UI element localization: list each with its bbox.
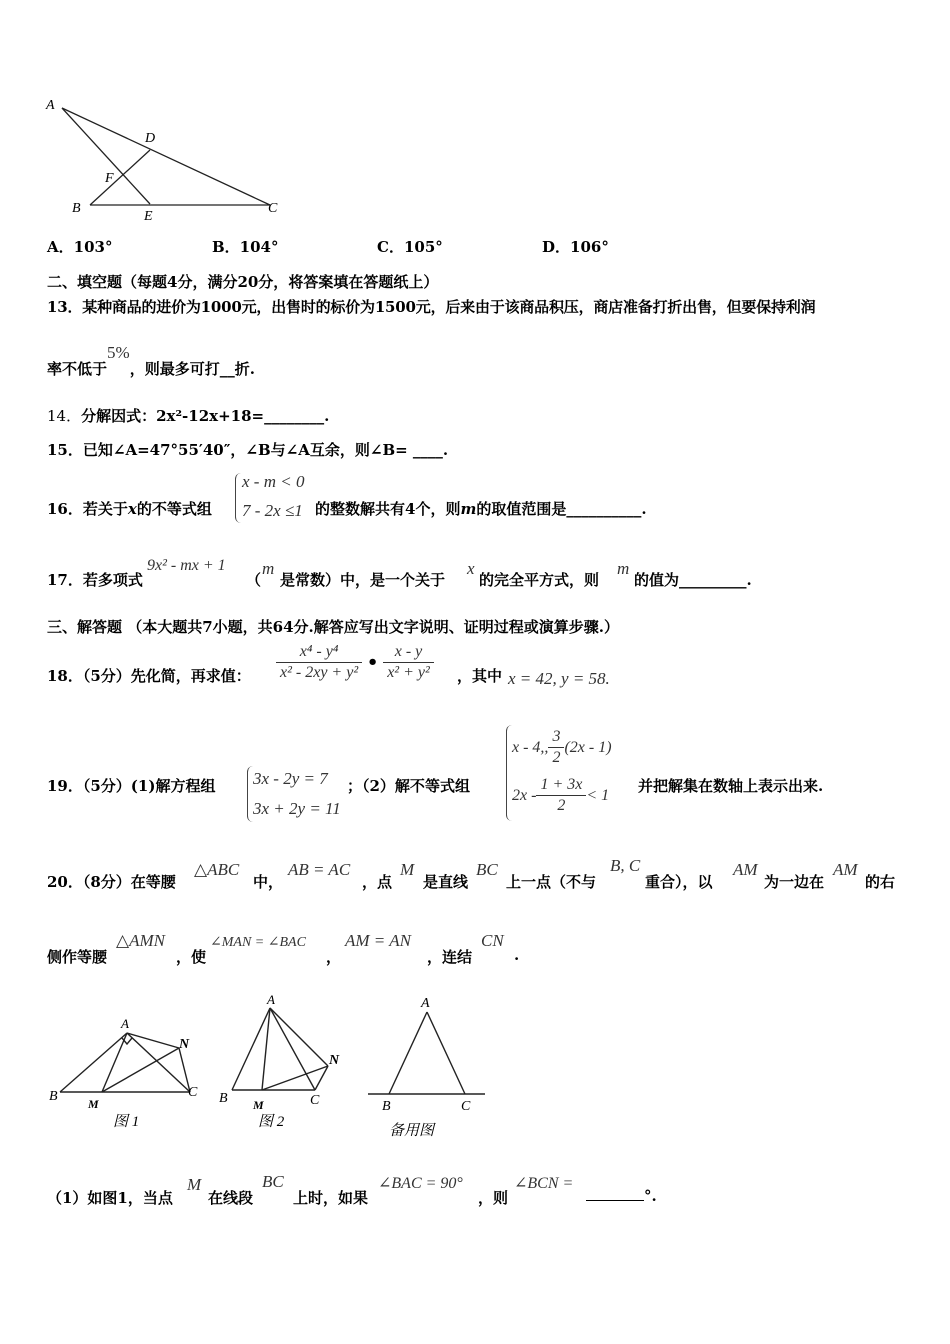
q20-tri2: △AMN (116, 931, 165, 950)
q20-c3: 上一点（不与 (506, 873, 597, 891)
q20-1-mid2: 上时，如果 (293, 1189, 369, 1207)
q20-c9: ，连结 (427, 948, 473, 966)
fig1-caption: 图 1 (113, 1114, 140, 1130)
q15: 15．已知∠A=47°55′40″，∠B与∠A互余，则∠B= ____. (47, 441, 449, 459)
q19-post: 并把解集在数轴上表示出来. (638, 777, 824, 795)
q13-post: ，则最多可打__折. (129, 360, 255, 378)
q18-den2: x² + y² (387, 664, 430, 681)
fig3-caption: 备用图 (389, 1123, 435, 1139)
q19-ineq2-num: 1 + 3x (536, 776, 586, 796)
q20-AM: AM (733, 860, 758, 879)
option-a: A．103° (47, 238, 113, 256)
q20-c2: 是直线 (423, 873, 469, 891)
q17-pre: 17．若多项式 (47, 571, 143, 589)
fig3-label-B: B (382, 1099, 391, 1114)
q19-ineq1-a: x - 4,, (512, 738, 549, 756)
q19-ineq1-den: 2 (552, 749, 561, 766)
fig2-label-A: A (267, 992, 275, 1007)
q20-1-M: M (187, 1175, 202, 1194)
q20-c10: . (514, 946, 520, 964)
q20-1-mid: 在线段 (208, 1189, 254, 1207)
q18-cond-text: x = 42, y = 58 (508, 669, 606, 688)
q20-eq2: AM = AN (345, 931, 411, 950)
q16-var-m: m (460, 500, 477, 518)
triangle-figure-top (40, 92, 290, 227)
label-A: A (46, 98, 55, 113)
q20-c8: ， (326, 948, 342, 966)
q16-pre-text: 16．若关于 (47, 500, 128, 518)
option-b: B．104° (212, 238, 279, 256)
q16-mid: 的不等式组 (136, 500, 212, 518)
q20-BC2: B, C (610, 856, 641, 875)
q18-pre-text: 18．（5分）先化简，再求值： (47, 667, 251, 685)
q20-1-post: °. (644, 1187, 657, 1205)
fig1-label-B: B (49, 1089, 58, 1104)
q20-tri1: △ABC (194, 860, 240, 879)
q14 (47, 405, 329, 426)
q17-m2: m (617, 559, 630, 578)
q16-post1: 的整数解共有4个，则 (315, 500, 461, 518)
q17-x: x (467, 559, 475, 578)
fig2-label-B: B (219, 1091, 228, 1106)
q16-post (315, 498, 647, 519)
q13-percent: 5% (107, 343, 130, 362)
q13-pre: 率不低于 (47, 360, 108, 378)
q18-num2: x - y (383, 643, 434, 663)
label-E: E (144, 209, 153, 224)
option-c: C．105° (377, 238, 443, 256)
q14-num: 14． (47, 407, 82, 425)
q20-1-pre: （1）如图1，当点 (47, 1189, 173, 1207)
q18-dot: • (366, 652, 379, 673)
label-F: F (105, 171, 114, 186)
q20-eq1: AB = AC (288, 860, 351, 879)
fig2-caption: 图 2 (258, 1114, 285, 1130)
q20-1-blank (586, 1187, 657, 1205)
q20-AM2: AM (833, 860, 858, 879)
q20-1-ang: ∠BAC = 90° (378, 1175, 463, 1192)
fig2-label-C: C (310, 1093, 320, 1108)
q20-CN: CN (481, 931, 504, 950)
q20-ang: ∠MAN = ∠BAC (210, 935, 306, 950)
q13-line2 (47, 343, 255, 379)
q19-eq1: 3x - 2y = 7 (253, 769, 328, 788)
q20-1-mid3: ，则 (478, 1189, 509, 1207)
q16-pre (47, 498, 212, 519)
q18-pre (47, 665, 251, 686)
q19-ineq2-a: 2x - (512, 786, 537, 804)
q20-c4: 重合），以 (645, 873, 713, 891)
q18-frac2 (383, 643, 434, 682)
q19-ineq1 (512, 728, 612, 767)
fig1-label-C: C (188, 1085, 198, 1100)
label-B: B (72, 201, 81, 216)
fig1-label-N: N (179, 1037, 190, 1052)
q19-ineq1-frac (548, 728, 564, 767)
q20-1-ang2: ∠BCN = (514, 1175, 574, 1192)
q18-expr (276, 643, 434, 682)
label-C: C (268, 201, 278, 216)
label-D: D (145, 131, 156, 146)
q19-ineq2-den: 2 (557, 797, 566, 814)
answer-blank (586, 1187, 644, 1201)
q17-post: 的值为_________. (634, 571, 752, 589)
section-2-heading: 二、填空题（每题4分，满分20分，将答案填在答题纸上） (47, 273, 439, 291)
fig3-label-C: C (461, 1099, 471, 1114)
q20-z: 中， (253, 873, 284, 891)
q18-den1: x² - 2xy + y² (280, 664, 359, 681)
q18-cond (508, 669, 610, 689)
q18-frac1 (276, 643, 362, 682)
fig2-label-N: N (329, 1053, 340, 1068)
q16-ineq-1: x - m < 0 (242, 472, 305, 491)
q19-ineq2-b: < 1 (586, 786, 610, 804)
q14-text: 分解因式：2x²-12x+18=________. (81, 407, 330, 425)
q16-brace (235, 473, 242, 523)
section-3-heading: 三、解答题 （本大题共7小题，共64分.解答应写出文字说明、证明过程或演算步骤.） (47, 618, 619, 636)
q16-post2: 的取值范围是__________. (476, 500, 647, 518)
q19-ineq2 (512, 776, 609, 815)
q20-line2-pre: 侧作等腰 (47, 948, 108, 966)
q20-figures (45, 988, 495, 1148)
fig3-label-A: A (421, 996, 430, 1011)
q19-ineq1-b: (2x - 1) (564, 738, 612, 756)
fig2-label-M: M (253, 1098, 264, 1112)
q17-mid: 的完全平方式，则 (479, 571, 600, 589)
q19-pre: 19．（5分）(1)解方程组 (47, 777, 216, 795)
q20-pre: 20．（8分）在等腰 (47, 873, 176, 891)
q17-paren: （ (246, 571, 262, 589)
q16-ineq-2: 7 - 2x ≤1 (242, 501, 303, 520)
q18-num1: x⁴ - y⁴ (276, 643, 362, 663)
q18-mid: ，其中 (457, 667, 503, 685)
q20-M: M (400, 860, 415, 879)
q20-1-BC: BC (262, 1172, 284, 1191)
q20-c1: ，点 (362, 873, 393, 891)
fig1-label-A: A (121, 1016, 129, 1031)
q20-c5: 为一边在 (764, 873, 825, 891)
option-d: D．106° (542, 238, 609, 256)
q17-poly: 9x² - mx + 1 (147, 557, 226, 574)
q20-c7: ，使 (176, 948, 207, 966)
q20-BC: BC (476, 860, 498, 879)
q19-eq2: 3x + 2y = 11 (253, 799, 341, 818)
q16-var-x: x (127, 500, 137, 518)
q17-m: m (262, 559, 275, 578)
q19-sep: ；（2）解不等式组 (347, 777, 470, 795)
q17-const: 是常数）中，是一个关于 (280, 571, 446, 589)
q18-end: . (605, 669, 610, 688)
fig1-label-M: M (88, 1097, 99, 1111)
q19-ineq2-frac (536, 776, 586, 815)
q20-c6: 的右 (865, 873, 896, 891)
q13-line1: 13．某种商品的进价为1000元，出售时的标价为1500元，后来由于该商品积压，商店准备打折出售，但要保持利润 (47, 298, 816, 316)
q19-ineq1-num: 3 (548, 728, 564, 748)
